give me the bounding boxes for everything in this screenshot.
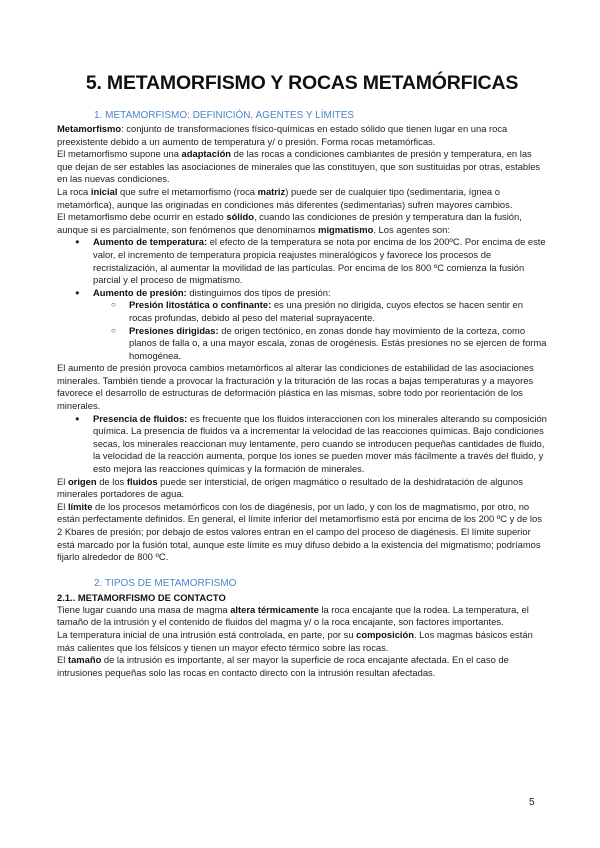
paragraph-contact: Tiene lugar cuando una masa de magma altera térmicamente la roca encajante que la rodea. La temperatura, el tamaño de la intrusión y el contenido de fluidos del magma y/ o la roca encajante, son factores importantes.: [57, 603, 529, 628]
section-heading-1: 1. METAMORFISMO: DEFINICIÓN, AGENTES Y LÍMITES: [94, 110, 355, 121]
paragraph-fluid-origin: El origen de los fluidos puede ser intersticial, de origen magmático o resultado de la deshidratación de algunos minerales portadores de agua.: [57, 475, 523, 500]
document-page: [57, 70, 547, 679]
paragraph-solid-state: El metamorfismo debe ocurrir en estado sólido, cuando las condiciones de presión y temperatura dan la fusión, aunque si es parcialmente, son fenómenos que denominamos migmatismo. Los agentes son:: [57, 211, 522, 235]
list-item-fluids: ● Presencia de fluidos: es frecuente que los fluidos interaccionen con los minerales alterando su composición química. La presencia de fluidos va a incrementar la velocidad de las reacciones químicas. Bajo condiciones secas, los minerales reaccionan muy lentamente, pero cuando se introducen pequeñas cantidades de fluido, la velocidad de la reacción aumenta, porque los iones se pueden mover más fácilmente a través del fluido, y esto mejora las reacciones químicas y la formación de minerales.: [57, 413, 547, 476]
agents-list: [57, 236, 547, 362]
paragraph-pressure-effects: El aumento de presión provoca cambios metamórficos al alterar las condiciones de estabilidad de las asociaciones minerales. También tiende a provocar la fracturación y la trituración de las rocas a bajas temperaturas y a mayores favorece el desarrollo de estructuras de deformación plástica en las mismas, sobre todo por reorientación de los minerales.: [57, 362, 534, 412]
section-heading-2: 2. TIPOS DE METAMORFISMO: [94, 577, 237, 589]
page-number: 5: [529, 797, 535, 808]
paragraph-size: El tamaño de la intrusión es importante, al ser mayor la superficie de roca encajante afectada. En el caso de intrusiones pequeñas solo las rocas en contacto directo con la intrusión resultan afectadas.: [57, 654, 509, 678]
list-item-directed: ○ Presiones dirigidas: de origen tectónico, en zonas donde hay movimiento de la corteza, como planos de falla o, a una mayor escala, zonas de orogénesis. Estás presiones no se ejercen de forma homogénea.: [93, 325, 547, 363]
paragraph-adaptation: El metamorfismo supone una adaptación de las rocas a condiciones cambiantes de presión y temperatura, en las que dejan de ser estables las asociaciones de minerales que las constituyen, que son sustituidas por otras, estables en las nuevas condiciones.: [57, 148, 541, 185]
paragraph-definition: Metamorfismo: conjunto de transformaciones físico-químicas en estado sólido que tienen lugar en una roca preexistente debido a un aumento de temperatura y/ o presión. Forma rocas metamórficas.: [57, 123, 508, 147]
paragraph-initial-rock: La roca inicial que sufre el metamorfismo (roca matriz) puede ser de cualquier tipo (sedimentaria, ígnea o metamórfica), aunque las originadas en condiciones más diferentes (sedimentarias) sufren mayores cambios.: [57, 185, 513, 210]
pressure-types-list: [93, 299, 547, 362]
fluids-list: [57, 413, 547, 476]
subsection-heading: 2.1.. METAMORFISMO DE CONTACTO: [57, 591, 226, 603]
list-item-pressure: ● Aumento de presión: distinguimos dos tipos de presión: ○ Presión litostática o confinante: es una presión no dirigida, cuyos efectos se hacen sentir en rocas profundas, debido al peso del material suprayacente. ○ Presiones dirigidas: de origen tectónico, en zonas donde hay movimiento de la corteza, como planos de falla o, a una mayor escala, zonas de orogénesis. Estás presiones no se ejercen de forma homogénea.: [57, 287, 547, 363]
list-item-temperature: ● Aumento de temperatura: el efecto de la temperatura se nota por encima de los 200ºC. Por encima de este valor, el incremento de temperatura propicia reajustes mineralógicos y favorece los procesos de recristalización, al aumentar la movilidad de las partículas. Por encima de los 800 ºC comienza la fusión parcial y el proceso de migmatismo.: [57, 236, 547, 286]
list-item-lithostatic: ○ Presión litostática o confinante: es una presión no dirigida, cuyos efectos se hacen sentir en rocas profundas, debido al peso del material suprayacente.: [93, 299, 547, 324]
page-title: 5. METAMORFISMO Y ROCAS METAMÓRFICAS: [85, 72, 519, 94]
paragraph-limits: El límite de los procesos metamórficos con los de diagénesis, por un lado, y con los de magmatismo, por otro, no están perfectamente definidos. En general, el límite inferior del metamorfismo está por encima de los 200 ºC y de los 2 Kbares de presión; por debajo de estos valores entran en el campo del proceso de diagénesis. El límite superior está marcado por la fusión total, aunque este límite es muy difuso debido a la existencia del migmatismo; podríamos fijarlo alrededor de 800 ºC.: [57, 500, 542, 563]
paragraph-composition: La temperatura inicial de una intrusión está controlada, en parte, por su composición. Los magmas básicos están más calientes que los félsicos y tienen un mayor efecto térmico sobre las rocas.: [57, 628, 533, 653]
